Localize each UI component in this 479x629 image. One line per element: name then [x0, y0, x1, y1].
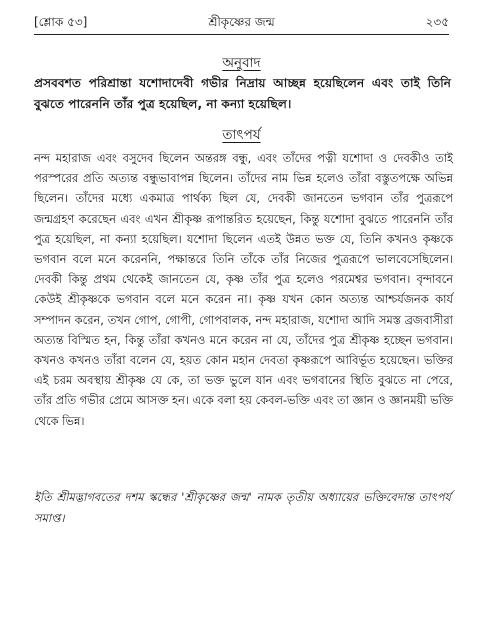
chapter-colophon: ইতি শ্রীমদ্ভাগবতের দশম স্কন্ধের 'শ্রীকৃষ্ণের জন্ম' নামক তৃতীয় অধ্যায়ের ভক্তিবেদান্ত তাৎপর্য সমাপ্ত। — [34, 490, 451, 525]
purport-heading: তাৎপর্য — [222, 127, 261, 143]
translation-text: প্রসববশত পরিশ্রান্তা যশোদাদেবী গভীর নিদ্রায় আচ্ছন্ন হয়েছিলেন এবং তাই তিনি বুঝতে পারেননি তাঁর পুত্র হয়েছিল, না কন্যা হয়েছিল। — [34, 76, 451, 111]
page-number: ২৩৫ — [425, 15, 449, 29]
verse-reference: [শ্লোক ৫৩] — [34, 15, 88, 29]
running-header — [34, 14, 449, 32]
purport-text: নন্দ মহারাজ এবং বসুদেব ছিলেন অন্তরঙ্গ বন্ধু, এবং তাঁদের পত্নী যশোদা ও দেবকীও তাই পরস্পরের প্রতি অত্যন্ত বন্ধুভাবাপন্ন ছিলেন। তাঁদের নাম ভিন্ন হলেও তাঁরা বস্তুতপক্ষে অভিন্ন ছিলেন। তাঁদের মধ্যে একমাত্র পার্থক্য ছিল যে, দেবকী জানতেন ভগবান তাঁর পুত্ররূপে জন্মগ্রহণ করেছেন এবং এখন শ্রীকৃষ্ণ রূপান্তরিত হয়েছেন, কিন্তু যশোদা বুঝতে পারেননি তাঁর পুত্র হয়েছিল, না কন্যা হয়েছিল। যশোদা ছিলেন এতই উন্নত ভক্ত যে, তিনি কখনও কৃষ্ণকে ভগবান বলে মনে করেননি, পক্ষান্তরে তিনি তাঁকে তাঁর নিজের পুত্ররূপে ভালবেসেছিলেন। দেবকী কিন্তু প্রথম থেকেই জানতেন যে, কৃষ্ণ তাঁর পুত্র হলেও পরমেশ্বর ভগবান। বৃন্দাবনে কেউই শ্রীকৃষ্ণকে ভগবান বলে মনে করেন না। কৃষ্ণ যখন কোন অত্যন্ত আশ্চর্যজনক কার্য সম্পাদন করেন, তখন গোপ, গোপী, গোপবালক, নন্দ মহারাজ, যশোদা আদি সমস্ত ব্রজবাসীরা অত্যন্ত বিস্মিত হন, কিন্তু তাঁরা কখনও মনে করেন না যে, তাঁদের পুত্র শ্রীকৃষ্ণ হচ্ছেন ভগবান। কখনও কখনও তাঁরা বলেন যে, হয়ত কোন মহান দেবতা কৃষ্ণরূপে আবির্ভূত হয়েছেন। ভক্তির এই চরম অবস্থায় শ্রীকৃষ্ণ যে কে, তা ভক্ত ভুলে যান এবং ভগবানের স্থিতি বুঝতে না পেরে, তাঁর প্রতি গভীর প্রেমে আসক্ত হন। একে বলা হয় কেবল-ভক্তি এবং তা জ্ঞান ও জ্ঞানময়ী ভক্তি থেকে ভিন্ন। — [34, 151, 453, 428]
header-rule — [34, 34, 449, 35]
chapter-title: শ্রীকৃষ্ণের জন্ম — [208, 15, 275, 29]
translation-heading: অনুবাদ — [222, 55, 261, 71]
